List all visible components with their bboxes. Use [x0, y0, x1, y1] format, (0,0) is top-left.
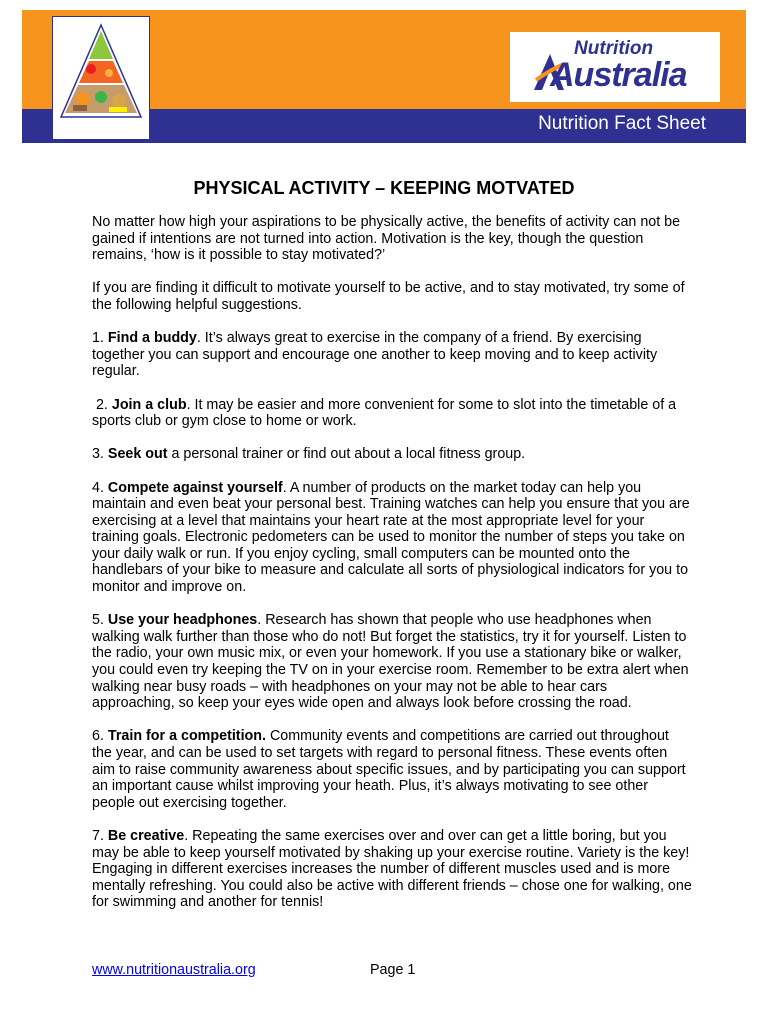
tip-paragraph-6: [92, 728, 692, 811]
tip-text: . A number of products on the market today can help you maintain and even beat your personal best. Training watches can help you ensure that you are exercising at a level that maintains your heart rate at the most appropriate level for your training goals. Electronic pedometers can be used to monitor the number of steps you take on your daily walk or run. If you enjoy cycling, small computers can be mounted onto the handlebars of your bike to measure and calculate all sorts of physiological indicators for you to monitor and improve on.: [92, 479, 690, 596]
tip-number: 7.: [92, 827, 108, 844]
logo-line-1: Nutrition: [574, 38, 654, 59]
tip-heading: Be creative: [107, 827, 185, 844]
tip-paragraph-5: [92, 612, 692, 712]
tip-text: . It’s always great to exercise in the company of a friend. By exercising together you can support and encourage one another to keep moving and to keep activity regular.: [92, 330, 658, 380]
tip-number: 5.: [92, 612, 108, 629]
tip-number: 1.: [92, 330, 108, 347]
tip-heading: Compete against yourself: [107, 479, 283, 496]
page-title: PHYSICAL ACTIVITY – KEEPING MOTVATED: [193, 178, 575, 198]
nutrition-australia-logo: [510, 32, 720, 102]
tip-number: 6.: [92, 728, 108, 745]
article-body: [92, 214, 692, 928]
tip-heading: Find a buddy: [107, 330, 197, 347]
tip-text: . Research has shown that people who use headphones when walking walk further than those who do not! But forget the statistics, try it for yourself. Listen to the radio, your own music mix, or even your homework. If you use a stationary bike or walker, you could even try keeping the TV on in your exercise room. Remember to be extra alert when walking near busy roads – with headphones on your may not be able to hear cars approaching, so keep your eyes wide open and always look before crossing the road.: [92, 612, 689, 712]
intro-paragraph-2: If you are finding it difficult to motivate yourself to be active, and to stay motivated, try some of the following helpful suggestions.: [92, 280, 685, 313]
header-banner: [22, 10, 746, 143]
tip-text: a personal trainer or find out about a local fitness group.: [167, 446, 526, 463]
tip-text: . Repeating the same exercises over and over can get a little boring, but you may be able to keep yourself motivated by shaking up your exercise routine. Variety is the key! Engaging in different exercises increases the number of different muscles used and is more mentally refreshing. You could also be active with different friends – chose one for walking, one for swimming and another for tennis!: [92, 827, 692, 911]
tip-paragraph-2: [92, 397, 692, 430]
tip-paragraph-1: [92, 330, 692, 380]
tip-heading: Join a club: [111, 396, 187, 413]
tip-heading: Seek out: [107, 446, 168, 463]
tip-text: Community events and competitions are carried out throughout the year, and can be used to set targets with regard to personal fitness. These events often aim to raise community awareness about specific issues, and by participating you can support an important cause whilst improving your heath. Plus, it’s always motivating to see other people out exercising together.: [92, 728, 686, 811]
tip-number: 3.: [92, 446, 108, 463]
tip-paragraph-7: [92, 828, 692, 911]
tip-paragraph-4: [92, 480, 692, 596]
page-number: Page 1: [370, 962, 416, 978]
tip-paragraph-3: [92, 446, 692, 463]
fact-sheet-label: Nutrition Fact Sheet: [538, 113, 706, 134]
intro-paragraph-1: No matter how high your aspirations to be physically active, the benefits of activity can not be gained if intentions are not turned into action. Motivation is the key, though the question remains, ‘how is it possible to stay motivated?’: [92, 214, 681, 264]
food-pyramid-logo: [52, 16, 150, 140]
tip-heading: Train for a competition.: [107, 728, 266, 745]
website-link[interactable]: www.nutritionaustralia.org: [92, 962, 256, 978]
tip-heading: Use your headphones: [107, 612, 258, 629]
tip-text: . It may be easier and more convenient for some to slot into the timetable of a sports club or gym close to home or work.: [92, 396, 677, 430]
tip-number: 4.: [92, 479, 108, 496]
food-pyramid-icon: [53, 17, 149, 139]
tip-number: 2.: [92, 396, 112, 413]
logo-line-2: Australia: [550, 56, 687, 94]
